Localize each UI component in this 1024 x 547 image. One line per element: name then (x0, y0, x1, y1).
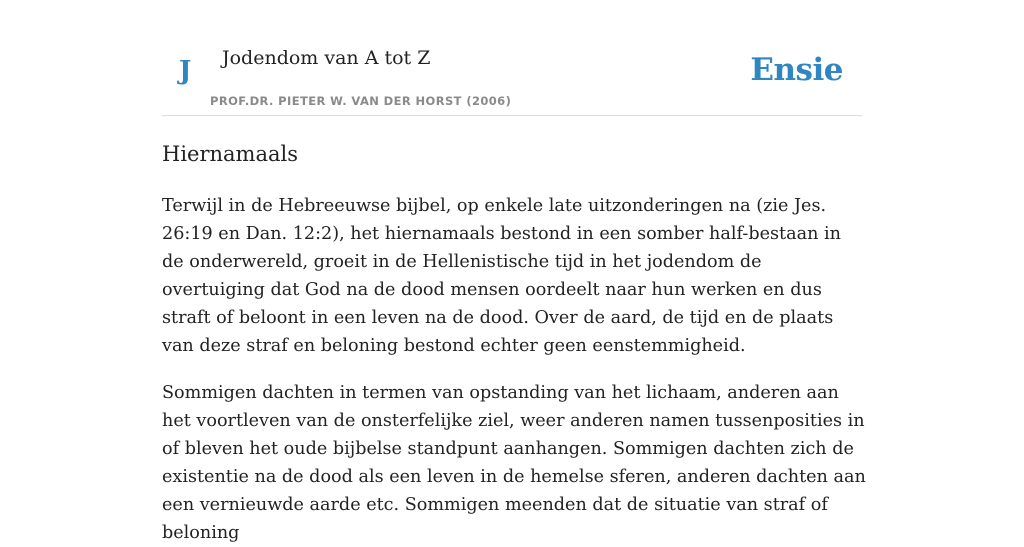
ensie-logo-link[interactable]: Ensie (750, 52, 843, 88)
book-author: PROF.DR. PIETER W. VAN DER HORST (2006) (210, 94, 512, 108)
book-initial-logo: J (179, 56, 192, 86)
book-title-link[interactable]: Jodendom van A tot Z (222, 47, 431, 69)
article-paragraph: Terwijl in de Hebreeuwse bijbel, op enkele late uitzonderingen na (zie Jes. 26:19 en Dan. 12:2), het hiernamaals bestond in een somber half-bestaan in de onderwereld, groeit in de Hellenistische tijd in het jodendom de overtuiging dat God na de dood mensen oordeelt naar hun werken en dus straft of beloont in een leven na de dood. Over de aard, de tijd en de plaats van deze straf en beloning bestond echter geen eenstemmigheid. (162, 196, 841, 356)
book-header (162, 0, 862, 116)
article (162, 136, 866, 547)
article-paragraph: Sommigen dachten in termen van opstanding van het lichaam, anderen aan het voortleven van de onsterfelijke ziel, weer anderen namen tussenposities in of bleven het oude bijbelse standpunt aanhangen. Sommigen dachten zich de existentie na de dood als een leven in de hemelse sferen, anderen dachten aan een vernieuwde aarde etc. Sommigen meenden dat de situatie van straf of beloning (162, 383, 866, 543)
article-title: Hiernamaals (162, 142, 298, 166)
